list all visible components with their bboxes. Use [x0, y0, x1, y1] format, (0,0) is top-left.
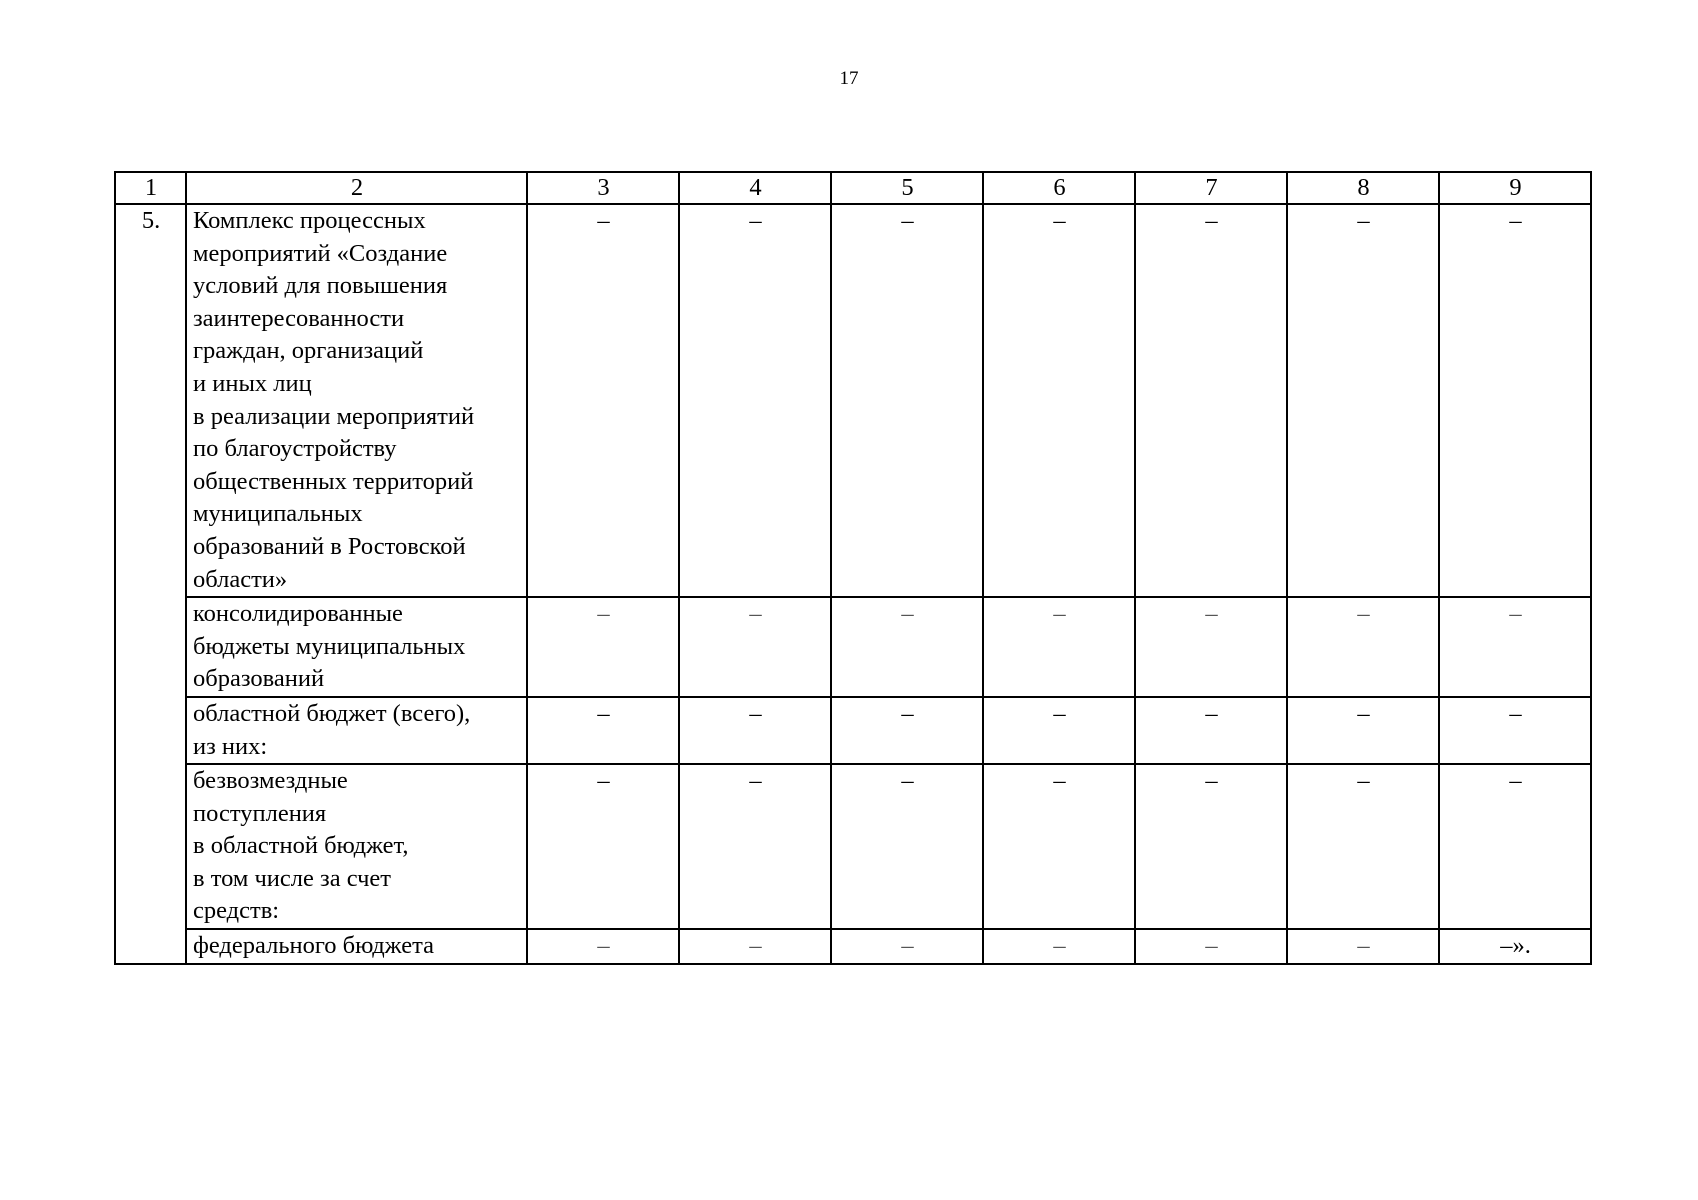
row-number-cell: 5. — [115, 204, 186, 964]
table-header-row — [115, 172, 1591, 204]
value-cell: – — [1135, 764, 1287, 929]
page-number: 17 — [839, 68, 859, 89]
row-description-cell: Комплекс процессных мероприятий «Создание условий для повышения заинтересованности граждан, организаций и иных лиц в реализации мероприятий по благоустройству общественных территорий муниципальных образований в Ростовской области» — [186, 204, 527, 597]
value-cell: – — [1135, 697, 1287, 764]
table-row — [115, 597, 1591, 697]
value-cell: – — [527, 204, 679, 597]
value-cell: – — [1135, 597, 1287, 697]
header-cell: 7 — [1135, 172, 1287, 204]
row-description-cell: областной бюджет (всего), из них: — [186, 697, 527, 764]
value-cell: – — [679, 204, 831, 597]
value-cell: – — [527, 597, 679, 697]
header-cell: 2 — [186, 172, 527, 204]
header-cell: 1 — [115, 172, 186, 204]
table-row — [115, 697, 1591, 764]
table-row — [115, 764, 1591, 929]
value-cell: – — [831, 597, 983, 697]
value-cell: – — [527, 764, 679, 929]
value-cell: – — [1439, 764, 1591, 929]
value-cell: – — [831, 764, 983, 929]
value-cell: – — [527, 929, 679, 964]
header-cell: 4 — [679, 172, 831, 204]
table-row — [115, 204, 1591, 597]
value-cell: – — [679, 697, 831, 764]
header-cell: 3 — [527, 172, 679, 204]
value-cell: – — [1287, 204, 1439, 597]
table-row — [115, 929, 1591, 964]
value-cell: – — [1287, 764, 1439, 929]
value-cell: – — [831, 204, 983, 597]
value-cell: – — [983, 764, 1135, 929]
value-cell: – — [983, 929, 1135, 964]
row-description-cell: безвозмездные поступления в областной бюджет, в том числе за счет средств: — [186, 764, 527, 929]
value-cell: – — [983, 697, 1135, 764]
budget-table — [114, 171, 1592, 965]
value-cell: – — [983, 204, 1135, 597]
value-cell: – — [1439, 697, 1591, 764]
header-cell: 6 — [983, 172, 1135, 204]
row-description-cell: консолидированные бюджеты муниципальных образований — [186, 597, 527, 697]
header-cell: 9 — [1439, 172, 1591, 204]
value-cell: –». — [1439, 929, 1591, 964]
value-cell: – — [679, 597, 831, 697]
value-cell: – — [527, 697, 679, 764]
header-cell: 5 — [831, 172, 983, 204]
value-cell: – — [1135, 204, 1287, 597]
value-cell: – — [1439, 204, 1591, 597]
value-cell: – — [831, 929, 983, 964]
value-cell: – — [983, 597, 1135, 697]
value-cell: – — [1287, 697, 1439, 764]
value-cell: – — [831, 697, 983, 764]
header-cell: 8 — [1287, 172, 1439, 204]
value-cell: – — [1287, 929, 1439, 964]
row-description-cell: федерального бюджета — [186, 929, 527, 964]
value-cell: – — [679, 929, 831, 964]
value-cell: – — [1287, 597, 1439, 697]
value-cell: – — [679, 764, 831, 929]
value-cell: – — [1439, 597, 1591, 697]
value-cell: – — [1135, 929, 1287, 964]
